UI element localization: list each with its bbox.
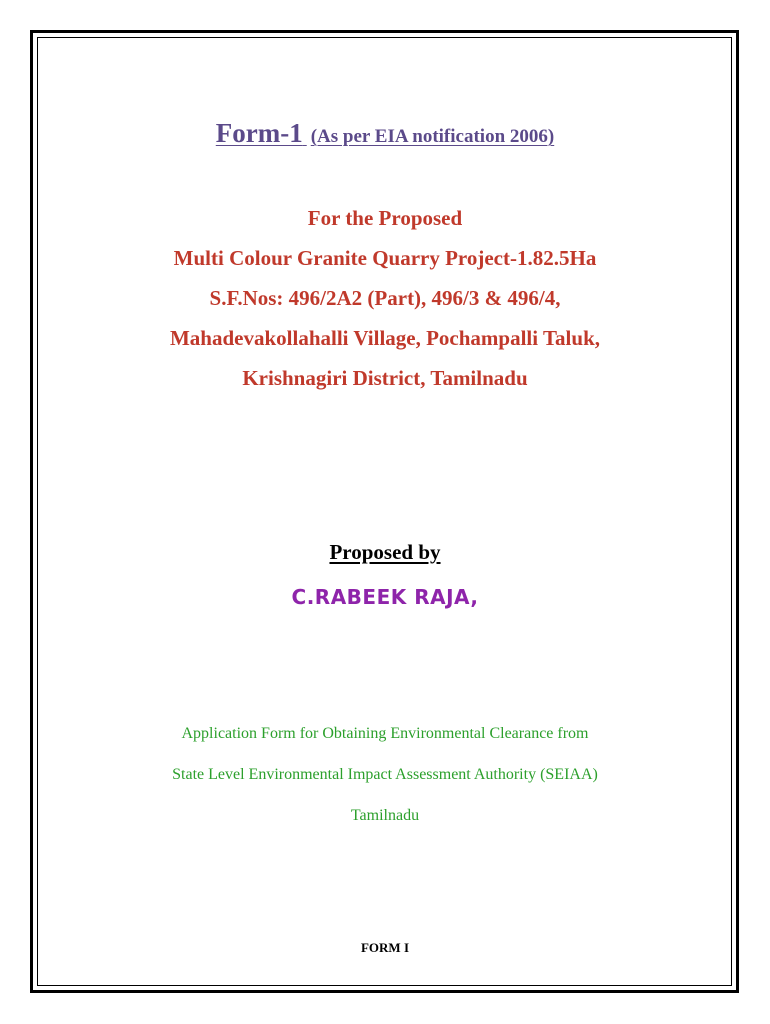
application-line-state: Tamilnadu	[350, 807, 420, 824]
project-line-intro: For the Proposed	[307, 206, 463, 230]
form-subtitle: (As per EIA notification 2006)	[310, 126, 555, 147]
proposer-name: C.RABEEK RAJA,	[291, 585, 479, 609]
footer-form-label: FORM I	[360, 940, 410, 955]
page-border	[30, 30, 739, 993]
project-line-village-taluk: Mahadevakollahalli Village, Pochampalli Taluk,	[169, 326, 600, 350]
application-line-purpose: Application Form for Obtaining Environmental Clearance from	[181, 725, 589, 742]
project-line-district-state: Krishnagiri District, Tamilnadu	[242, 366, 528, 390]
project-line-survey-numbers: S.F.Nos: 496/2A2 (Part), 496/3 & 496/4,	[209, 286, 561, 310]
application-line-authority: State Level Environmental Impact Assessment Authority (SEIAA)	[172, 766, 598, 783]
form-title: Form-1	[215, 118, 303, 148]
document-title	[0, 118, 770, 149]
application-description	[0, 720, 770, 843]
project-description	[0, 202, 770, 402]
proposed-by-label: Proposed by	[329, 540, 441, 564]
project-line-name: Multi Colour Granite Quarry Project-1.82.5Ha	[173, 246, 597, 270]
page-border-inner	[37, 37, 732, 986]
